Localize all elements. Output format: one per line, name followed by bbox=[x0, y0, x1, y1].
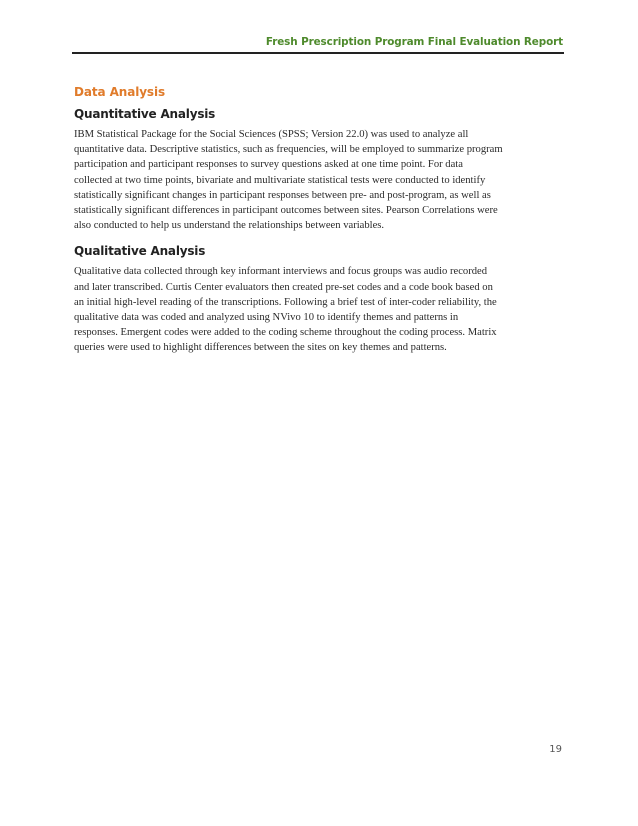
paragraph-line: qualitative data was coded and analyzed using NVivo 10 to identify themes and patterns in bbox=[74, 312, 459, 324]
paragraph-line: responses. Emergent codes were added to the coding scheme throughout the coding process. Matrix bbox=[74, 327, 497, 339]
paragraph-line: also conducted to help us understand the relationships between variables. bbox=[74, 220, 385, 232]
qualitative-analysis-paragraph bbox=[74, 264, 564, 355]
header-divider bbox=[72, 52, 564, 54]
paragraph-line: an initial high-level reading of the transcriptions. Following a brief test of inter-coder reliability, the bbox=[74, 296, 497, 308]
paragraph-line: queries were used to highlight differences between the sites on key themes and patterns. bbox=[74, 342, 447, 354]
quantitative-analysis-heading: Quantitative Analysis bbox=[74, 107, 216, 121]
paragraph-line: statistically significant changes in participant responses between pre- and post-program, as well as bbox=[74, 189, 491, 201]
quantitative-analysis-paragraph bbox=[74, 127, 564, 233]
section-title: Data Analysis bbox=[74, 85, 166, 99]
paragraph-line: collected at two time points, bivariate and multivariate statistical tests were conducted to identify bbox=[74, 174, 486, 186]
running-header: Fresh Prescription Program Final Evaluation Report bbox=[265, 36, 563, 48]
paragraph-line: IBM Statistical Package for the Social Sciences (SPSS; Version 22.0) was used to analyze all bbox=[74, 129, 469, 140]
paragraph-line: quantitative data. Descriptive statistics, such as frequencies, will be employed to summarize program bbox=[74, 144, 503, 156]
page-content bbox=[74, 84, 564, 356]
paragraph-line: statistically significant differences in participant outcomes between sites. Pearson Correlations were bbox=[74, 205, 498, 217]
paragraph-line: participation and participant responses to survey questions asked at one time point. For data bbox=[74, 159, 463, 171]
qualitative-analysis-heading: Qualitative Analysis bbox=[74, 244, 206, 259]
page-number: 19 bbox=[549, 744, 562, 755]
paragraph-line: and later transcribed. Curtis Center evaluators then created pre-set codes and a code book based on bbox=[74, 281, 493, 293]
paragraph-line: Qualitative data collected through key informant interviews and focus groups was audio recorded bbox=[74, 266, 488, 278]
